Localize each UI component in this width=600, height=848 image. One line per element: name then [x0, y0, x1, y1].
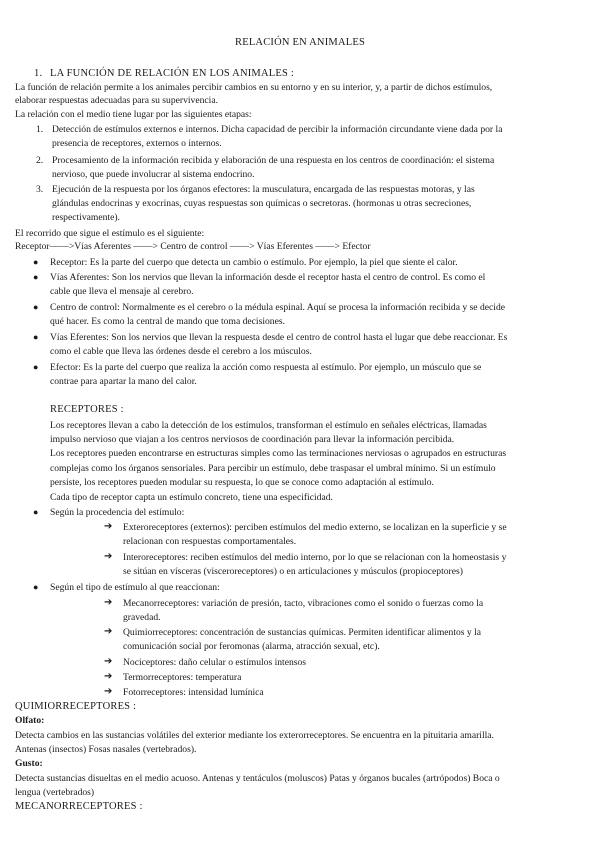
paragraph-line: impulso nervioso que viajan a los centros nerviosos de coordinación para llevar la información percibida. — [50, 434, 455, 445]
bullet-icon: ● — [33, 507, 39, 517]
bullet-item-line: Vías Aferentes: Son los nervios que llevan la información desde el receptor hasta el centro de control. Es como el — [50, 272, 486, 283]
bullet-icon: ● — [33, 332, 39, 342]
bullet-item-line: Receptor: Es la parte del cuerpo que detecta un cambio o estímulo. Por ejemplo, la piel que siente el calor. — [50, 257, 458, 268]
bullet-icon: ● — [33, 582, 39, 592]
paragraph-line: La función de relación permite a los animales percibir cambios en su entorno y en su interior, y, a partir de dichos estímulos, — [15, 82, 493, 93]
arrow-right-icon: ➔ — [104, 686, 113, 697]
section-heading: QUIMIORRECEPTORES : — [15, 701, 137, 712]
bullet-item-line: contrae para apartar la mano del calor. — [50, 376, 197, 387]
section-heading: LA FUNCIÓN DE RELACIÓN EN LOS ANIMALES : — [50, 68, 294, 79]
sub-item-line: gravedad. — [123, 612, 161, 623]
list-item-line: glándulas endocrinas y exocrinas, cuyas respuestas son químicas o secretoras. (hormonas u otras secreciones, — [52, 198, 472, 209]
list-item-line: presencia de receptores, externos o internos. — [52, 138, 222, 149]
paragraph-line: Detecta sustancias disueltas en el medio acuoso. Antenas y tentáculos (moluscos) Patas y órganos bucales (artrópodos) Boca o — [15, 773, 500, 784]
list-item-line: nervioso, que puede involucrar al sistema endocrino. — [52, 169, 255, 180]
bullet-icon: ● — [33, 302, 39, 312]
list-item-line: Procesamiento de la información recibida y elaboración de una respuesta en los centros de coordinación: el sistema — [52, 155, 495, 166]
page-title: RELACIÓN EN ANIMALES — [235, 37, 365, 48]
sub-item-line: relacionan con respuestas comportamentales. — [123, 536, 297, 547]
arrow-right-icon: ➔ — [104, 656, 113, 667]
arrow-right-icon: ➔ — [104, 597, 113, 608]
subheading-olfato: Olfato: — [15, 715, 45, 726]
section-number: 1. — [34, 68, 43, 79]
bullet-item-line: qué hacer. Es como la central de mando que toma decisiones. — [50, 316, 285, 327]
paragraph-line: El recorrido que sigue el estímulo es el siguiente: — [15, 228, 205, 239]
list-number: 1. — [36, 124, 44, 135]
paragraph-line: Cada tipo de receptor capta un estímulo concreto, tiene una especificidad. — [50, 492, 333, 503]
sub-item-line: Termorreceptores: temperatura — [123, 672, 242, 683]
bullet-item-line: como el cable que lleva las órdenes desde el cerebro a los músculos. — [50, 346, 312, 357]
arrow-right-icon: ➔ — [104, 521, 113, 532]
section-heading: RECEPTORES : — [50, 404, 124, 415]
sub-item-line: Fotorreceptores: intensidad lumínica — [123, 687, 264, 698]
paragraph-line: lengua (vertebrados) — [15, 787, 95, 798]
bullet-icon: ● — [33, 272, 39, 282]
sub-item-line: Quimiorreceptores: concentración de sustancias químicas. Permiten identificar alimentos y la — [123, 627, 482, 638]
sub-item-line: Nociceptores: daño celular o estímulos intensos — [123, 657, 307, 668]
paragraph-line: Antenas (insectos) Fosas nasales (vertebrados). — [15, 744, 197, 755]
paragraph-line: Los receptores pueden encontrarse en estructuras simples como las terminaciones nerviosas o agrupados en estructuras — [50, 448, 507, 459]
subheading-gusto: Gusto: — [15, 758, 43, 769]
bullet-icon: ● — [33, 257, 39, 267]
paragraph-line: persiste, los receptores pueden modular su respuesta, lo que se conoce como adaptación al estímulo. — [50, 477, 434, 488]
bullet-item-line: Efector: Es la parte del cuerpo que realiza la acción como respuesta al estímulo. Por ejemplo, un músculo que se — [50, 362, 482, 373]
list-item-line: Ejecución de la respuesta por los órganos efectores: la musculatura, encargada de las respuestas motoras, y las — [52, 184, 475, 195]
section-heading: MECANORRECEPTORES : — [15, 801, 143, 812]
list-number: 2. — [36, 155, 44, 166]
bullet-item-line: Según la procedencia del estímulo: — [50, 507, 185, 518]
arrow-right-icon: ➔ — [104, 671, 113, 682]
paragraph-line: Detecta cambios en las sustancias volátiles del exterior mediante los exterorreceptores. Se encuentra en la pituitaria amarilla. — [15, 730, 494, 741]
sub-item-line: Interoreceptores: reciben estímulos del medio interno, por lo que se relacionan con la homeostasis y — [123, 552, 507, 563]
list-number: 3. — [36, 184, 44, 195]
pathway-line: Receptor——>Vías Aferentes ——> Centro de control ——> Vías Eferentes ——> Efector — [15, 241, 371, 252]
paragraph-line: complejas como los órganos sensoriales. Para percibir un estímulo, debe traspasar el umbral mínimo. Si un estímulo — [50, 463, 496, 474]
list-item-line: respectivamente). — [52, 212, 120, 223]
bullet-icon: ● — [33, 362, 39, 372]
sub-item-line: Mecanorreceptores: variación de presión, tacto, vibraciones como el sonido o fuerzas como la — [123, 598, 484, 609]
bullet-item-line: Según el tipo de estímulo al que reaccionan: — [50, 582, 220, 593]
arrow-right-icon: ➔ — [104, 626, 113, 637]
bullet-item-line: Centro de control: Normalmente es el cerebro o la médula espinal. Aquí se procesa la información recibida y se decide — [50, 302, 506, 313]
paragraph-line: La relación con el medio tiene lugar por las siguientes etapas: — [15, 109, 252, 120]
sub-item-line: Exteroreceptores (externos): perciben estímulos del medio externo, se localizan en la superficie y se — [123, 522, 507, 533]
sub-item-line: se sitúan en vísceras (visceroreceptores) o en articulaciones y músculos (propioceptores) — [123, 566, 463, 577]
paragraph-line: Los receptores llevan a cabo la detección de los estímulos, transforman el estímulo en señales eléctricas, llamadas — [50, 420, 487, 431]
paragraph-line: elaborar respuestas adecuadas para su supervivencia. — [15, 95, 218, 106]
list-item-line: Detección de estímulos externos e internos. Dicha capacidad de percibir la información circundante viene dada por la — [52, 124, 503, 135]
bullet-item-line: Vías Eferentes: Son los nervios que llevan la respuesta desde el centro de control hasta el lugar que debe reaccionar. Es — [50, 332, 508, 343]
bullet-item-line: cable que lleva el mensaje al cerebro. — [50, 286, 194, 297]
arrow-right-icon: ➔ — [104, 551, 113, 562]
sub-item-line: comunicación social por feromonas (alarma, atracción sexual, etc). — [123, 641, 380, 652]
